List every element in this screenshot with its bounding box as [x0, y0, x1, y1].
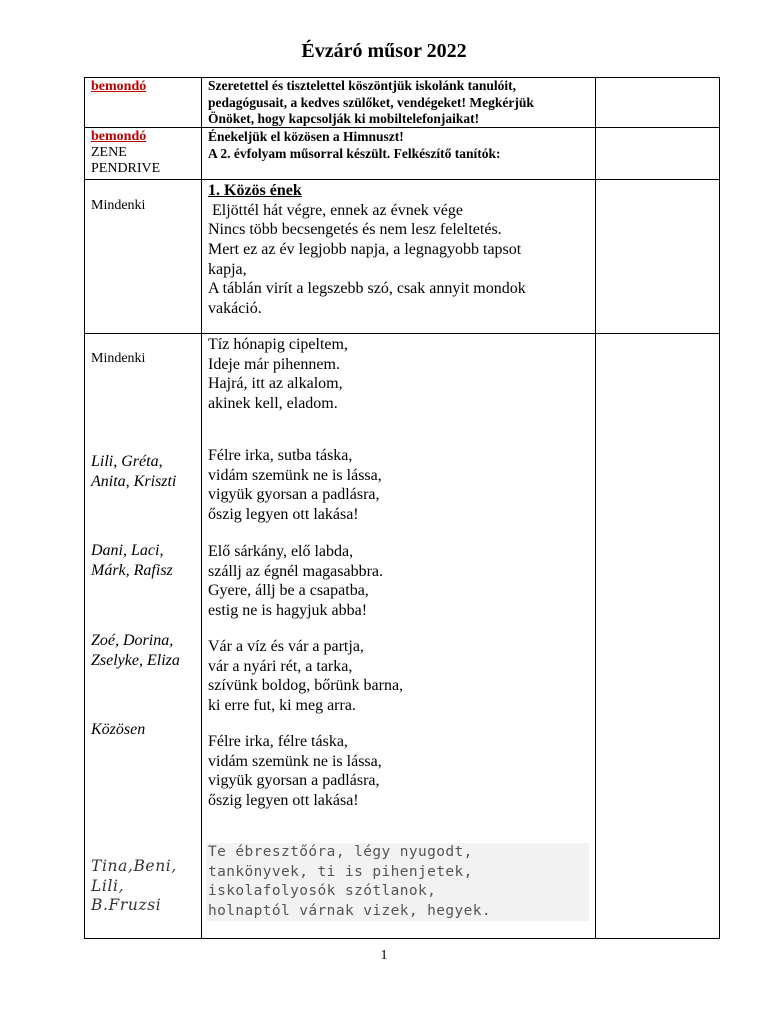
- poem-line: szállj az égnél magasabbra.: [208, 562, 384, 580]
- poem-line: iskolafolyosók szótlanok,: [208, 883, 437, 899]
- performer-group-5: [91, 857, 199, 916]
- document-title: Évzáró műsor 2022: [301, 40, 467, 62]
- stanza-6: [206, 843, 589, 921]
- stanza-3: [208, 542, 594, 621]
- stanza-2: [208, 446, 594, 525]
- poem-line: estig ne is hagyjuk abba!: [208, 602, 368, 620]
- performer-group-1: [91, 452, 199, 491]
- performer-line: Zoé, Dorina,: [91, 632, 174, 649]
- performer-line: Anita, Kriszti: [91, 472, 177, 490]
- poem-line: ki erre fut, ki meg arra.: [208, 697, 356, 715]
- poem-line: őszig legyen ott lakása!: [208, 792, 359, 810]
- performer-line: Mindenki: [91, 351, 146, 366]
- poem-line: Te ébresztőóra, légy nyugodt,: [208, 844, 473, 860]
- row3-performer: Mindenki: [91, 198, 146, 213]
- text-line: A 2. évfolyam műsorral készült. Felkészítő tanítók:: [208, 145, 501, 161]
- column-divider-2: [595, 77, 596, 939]
- performer-line: Dani, Laci,: [91, 542, 164, 559]
- announcer-label: bemondó: [91, 79, 147, 94]
- poem-line: vár a nyári rét, a tarka,: [208, 657, 353, 675]
- text-line: pedagógusait, a kedves szülőket, vendégeket! Megkérjük: [208, 94, 534, 110]
- performer-group-2: [91, 541, 199, 580]
- song-line: Nincs több becsengetés és nem lesz feleltetés.: [208, 221, 502, 239]
- performer-line: Lili,: [91, 876, 125, 895]
- performer-mindenki: [91, 351, 199, 367]
- poem-line: vidám szemünk ne is lássa,: [208, 752, 382, 770]
- text-line: Énekeljük el közösen a Himnuszt!: [208, 129, 404, 144]
- stanza-5: [208, 732, 594, 811]
- poem-line: Félre irka, sutba táska,: [208, 447, 353, 464]
- poem-line: vidám szemünk ne is lássa,: [208, 466, 382, 484]
- row-divider-2: [84, 179, 720, 180]
- row-divider-3: [84, 333, 720, 334]
- row3-song: [208, 181, 594, 319]
- row2-text: [208, 129, 594, 162]
- table-border-bottom: [84, 938, 720, 939]
- row1-role: [91, 79, 199, 95]
- performer-group-4: [91, 720, 199, 740]
- text-line: Önöket, hogy kapcsolják ki mobiltelefonjaikat!: [208, 111, 480, 126]
- poem-line: őszig legyen ott lakása!: [208, 506, 359, 524]
- table-border-left: [84, 77, 85, 939]
- stanza-1: [208, 335, 594, 414]
- poem-line: Elő sárkány, elő labda,: [208, 543, 354, 560]
- poem-line: Ideje már pihennem.: [208, 355, 340, 373]
- performer-line: B.Fruzsi: [91, 896, 162, 914]
- poem-line: tankönyvek, ti is pihenjetek,: [208, 863, 473, 880]
- page-number: 1: [380, 948, 388, 963]
- poem-line: Hajrá, itt az alkalom,: [208, 375, 343, 393]
- poem-line: Gyere, állj be a csapatba,: [208, 582, 369, 600]
- row2-role: [91, 129, 199, 177]
- song-heading: 1. Közös ének: [208, 182, 302, 199]
- performer-line: Zselyke, Eliza: [91, 651, 180, 669]
- song-line: A táblán virít a legszebb szó, csak annyit mondok: [208, 280, 526, 298]
- role-note: ZENE: [91, 145, 127, 160]
- poem-line: vigyük gyorsan a padlásra,: [208, 772, 380, 790]
- performer-line: Lili, Gréta,: [91, 453, 163, 470]
- poem-line: Tíz hónapig cipeltem,: [208, 336, 348, 353]
- poem-line: akinek kell, eladom.: [208, 395, 338, 413]
- song-line: vakáció.: [208, 300, 262, 318]
- performer-group-3: [91, 631, 199, 670]
- poem-line: vigyük gyorsan a padlásra,: [208, 486, 380, 504]
- poem-line: Vár a víz és vár a partja,: [208, 638, 364, 655]
- poem-line: Félre irka, félre táska,: [208, 733, 348, 750]
- announcer-label: bemondó: [91, 129, 147, 144]
- column-divider-1: [201, 77, 202, 939]
- poem-line: holnaptól várnak vizek, hegyek.: [208, 902, 492, 919]
- text-line: Szeretettel és tisztelettel köszöntjük iskolánk tanulóit,: [208, 78, 516, 93]
- role-note: PENDRIVE: [91, 161, 161, 176]
- table-border-right: [719, 77, 720, 939]
- row1-text: [208, 78, 594, 128]
- song-line: Mert ez az év legjobb napja, a legnagyobb tapsot: [208, 240, 522, 258]
- song-line: kapja,: [208, 260, 247, 278]
- stanza-4: [208, 637, 594, 716]
- poem-line: szívünk boldog, bőrünk barna,: [208, 677, 404, 695]
- song-line: Eljöttél hát végre, ennek az évnek vége: [208, 201, 463, 219]
- performer-line: Márk, Rafisz: [91, 561, 173, 579]
- performer-line: Közösen: [91, 721, 146, 738]
- performer-line: Tina,Beni,: [91, 857, 177, 875]
